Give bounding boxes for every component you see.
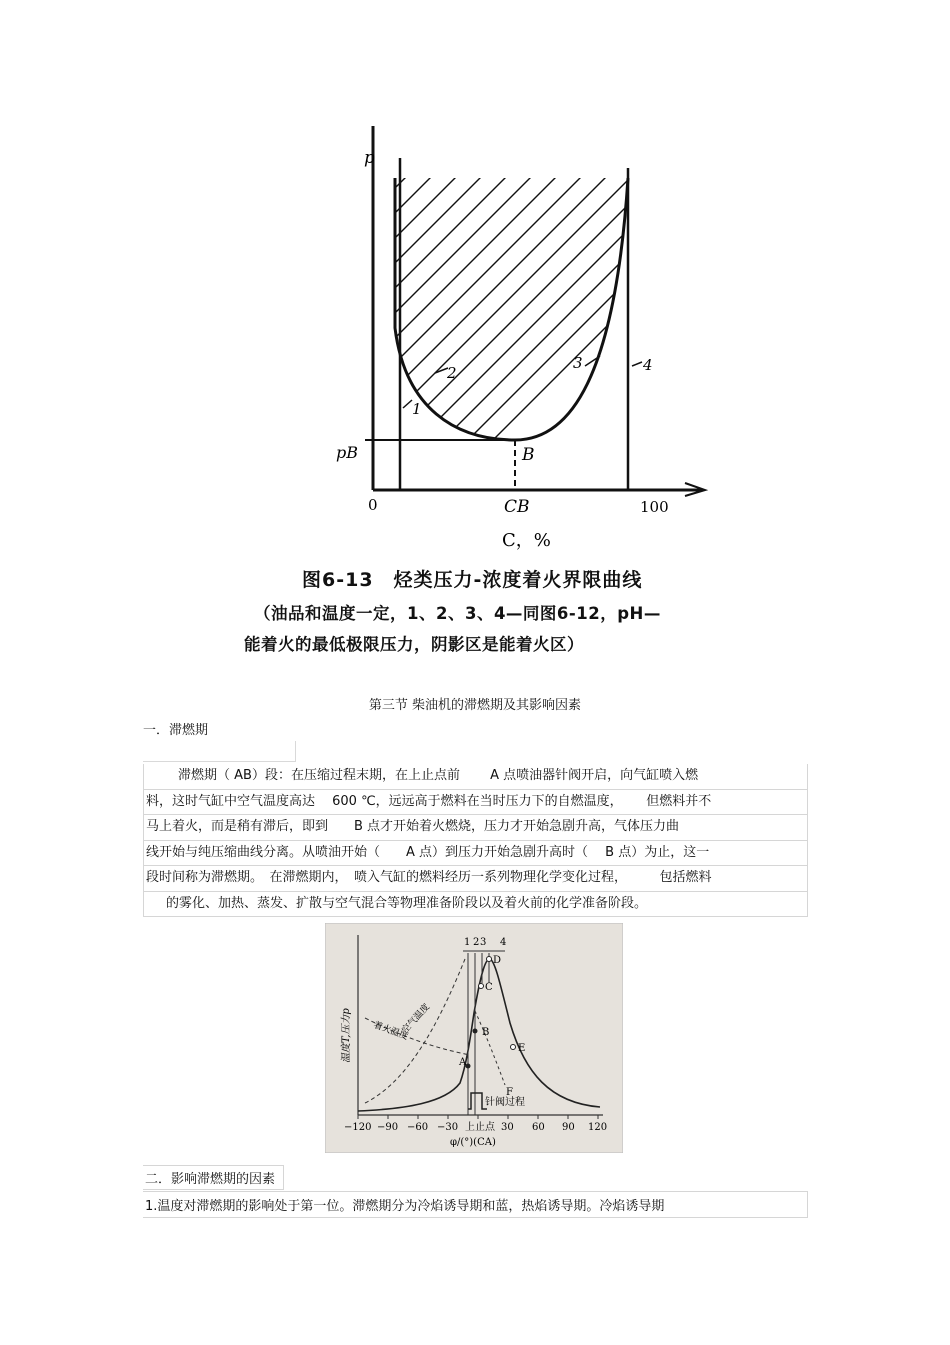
x-max-label: 100 [640, 498, 669, 516]
paragraph-line: 滞燃期（ AB）段：在压缩过程末期，在上止点前 A 点喷油器针阀开启，向气缸喷入燃 [143, 764, 808, 790]
heading-factors: 二．影响滞燃期的因素 [143, 1165, 284, 1190]
ignition-limit-curve [395, 178, 628, 440]
point-d: D [493, 955, 502, 966]
x-tick-9: 120 [588, 1122, 608, 1133]
needle-label: 针阀过程 [485, 1097, 525, 1108]
curve-label-3: 3 [573, 354, 583, 372]
curve-label-4: 4 [643, 356, 653, 374]
x-tick-2: −90 [377, 1122, 399, 1133]
paragraph-line: 的雾化、加热、蒸发、扩散与空气混合等物理准备阶段以及着火前的化学准备阶段。 [143, 892, 808, 918]
figure-combustion-delay [325, 923, 623, 1153]
cb-label: CB [504, 497, 530, 517]
top-mark-2: 2 [473, 937, 480, 948]
figure1-caption: 图6-13 烃类压力-浓度着火界限曲线 [302, 569, 643, 591]
paragraph-line: 料，这时气缸中空气温度高达 600 ℃，远远高于燃料在当时压力下的自燃温度， 但燃料并不 [143, 790, 808, 816]
x-tick-3: −60 [407, 1122, 429, 1133]
y-axis-label: p [364, 148, 375, 168]
x-axis-label: φ/(°)(CA) [450, 1137, 496, 1148]
paragraph-line: 段时间称为滞燃期。 在滞燃期内， 喷入气缸的燃料经历一系列物理化学变化过程， 包括燃料 [143, 866, 808, 892]
curve-ignite-label: 着火温度 [371, 1020, 410, 1043]
x-tick-6: 30 [501, 1122, 514, 1133]
top-mark-1: 1 [464, 937, 471, 948]
x-axis-label: C，% [502, 530, 551, 551]
origin-label: 0 [368, 496, 378, 514]
x-tick-8: 90 [562, 1122, 575, 1133]
y-axis-label: 温度T,压力p [341, 1008, 352, 1063]
pb-label: pB [336, 443, 358, 462]
delay-period-paragraph [143, 764, 808, 917]
curve-label-1: 1 [412, 400, 422, 418]
divider-box [143, 741, 296, 762]
point-a: A [459, 1057, 467, 1068]
figure1-caption-sub-1: （油品和温度一定，1、2、3、4—同图6-12，pH— [254, 604, 661, 623]
paragraph-line: 线开始与纯压缩曲线分离。从喷油开始（ A 点）到压力开始急剧升高时（ B 点）为止，这一 [143, 841, 808, 867]
point-f: F [506, 1087, 513, 1098]
curve-air-label: 空气温度 [400, 1002, 432, 1036]
curve-label-2: 2 [447, 364, 457, 382]
top-mark-3: 3 [480, 937, 487, 948]
figure-pressure-concentration [240, 118, 740, 668]
figure2-svg [325, 923, 623, 1153]
point-e: E [518, 1043, 526, 1054]
x-tick-5: 上止点 [465, 1122, 495, 1133]
x-tick-1: −120 [344, 1122, 372, 1133]
figure1-caption-sub-2: 能着火的最低极限压力，阴影区是能着火区） [244, 635, 584, 654]
point-b-label: B [522, 445, 535, 465]
top-mark-4: 4 [500, 937, 507, 948]
point-b: B [482, 1027, 490, 1038]
point-c: C [485, 982, 493, 993]
heading-delay-period: 一．滞燃期 [143, 723, 209, 738]
paragraph-line: 马上着火，而是稍有滞后，即到 B 点才开始着火燃烧，压力才开始急剧升高，气体压力曲 [143, 815, 808, 841]
x-tick-4: −30 [437, 1122, 459, 1133]
factors-paragraph: 1.温度对滞燃期的影响处于第一位。滞燃期分为冷焰诱导期和蓝，热焰诱导期。冷焰诱导期 [143, 1191, 808, 1218]
x-tick-7: 60 [532, 1122, 545, 1133]
section-title: 第三节 柴油机的滞燃期及其影响因素 [368, 698, 582, 713]
